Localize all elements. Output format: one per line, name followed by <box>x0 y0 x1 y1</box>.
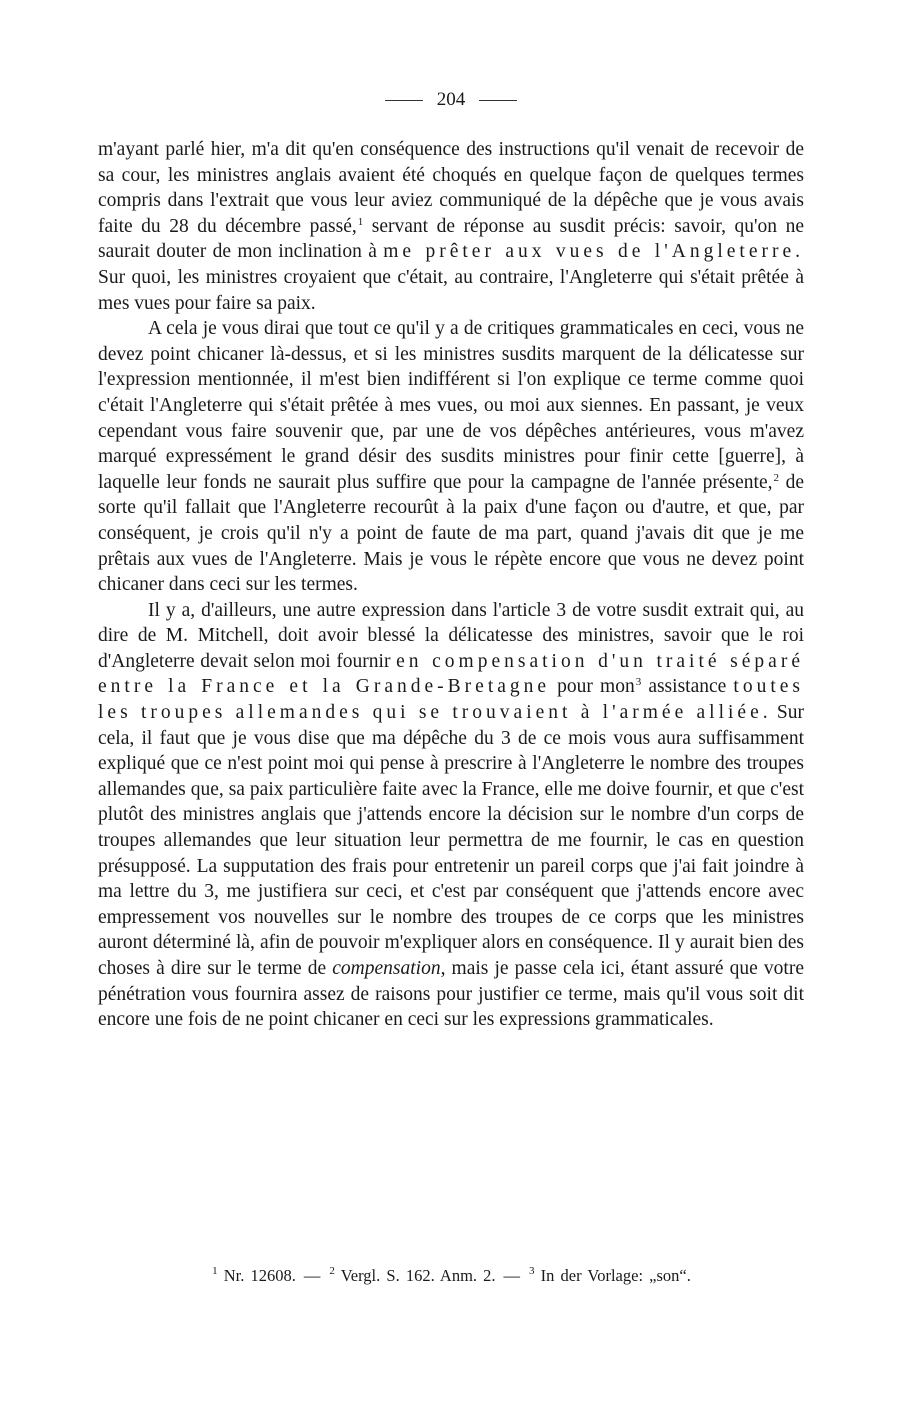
text-run: assistance <box>641 676 734 698</box>
footnote-text: Vergl. S. 162. Anm. 2. <box>334 1266 496 1285</box>
header-rule-left <box>385 100 423 101</box>
footnote-reference: 1 <box>357 215 364 228</box>
footnote-mark: 3 <box>529 1265 535 1277</box>
page-header <box>98 88 804 112</box>
text-run: , mais je passe cela ici, étant assuré que votre pénétration vous fournira assez de raisons pour justifier ce terme, mais qu'il vous soit dit encore une fois de ne point chicaner en ceci sur les expressions grammaticales. <box>98 958 804 1031</box>
footnote <box>328 1266 495 1285</box>
footnote-mark: 2 <box>329 1265 335 1277</box>
header-rule-right <box>479 100 517 101</box>
text-run: m'ayant parlé hier, m'a dit qu'en conséquence des instructions qu'il venait de recevoir de sa cour, les ministres anglais avaient été choqués en quelque façon de quelques termes compris dans l'extrait que vous leur aviez communiqué de la dépêche que je vous avais faite du 28 du décembre passé, <box>98 139 804 237</box>
text-run: Sur quoi, les ministres croyaient que c'était, au contraire, l'Angleterre qui s'était prêtée à mes vues pour faire sa paix. <box>98 266 804 314</box>
paragraph <box>98 598 804 1033</box>
footnote-reference: 2 <box>773 471 779 484</box>
footnote-separator: — <box>303 1266 321 1285</box>
text-run: servant de réponse au susdit précis: savoir, qu'on ne saurait douter de mon inclination à <box>98 215 804 263</box>
body-text <box>98 137 804 1033</box>
paragraph <box>98 137 804 316</box>
footnote-reference: 3 <box>635 676 642 689</box>
italic-emphasis: compensation <box>332 958 441 979</box>
footnote-mark: 1 <box>212 1265 218 1277</box>
spaced-emphasis: me prêter aux vues de l'Angleterre. <box>383 241 804 263</box>
footnote-separator: — <box>503 1266 521 1285</box>
footnotes <box>98 1265 804 1287</box>
footnote <box>528 1266 691 1285</box>
footnote-text: In der Vorlage: „son“. <box>534 1266 691 1285</box>
text-run: Sur cela, il faut que je vous dise que ma dépêche du 3 de ce mois vous aura suffisamment expliqué que ce n'est point moi qui pense à prescrire à l'Angleterre le nombre des troupes allemandes que, sa paix particulière faite avec la France, elle me doive fournir, et que c'est plutôt des ministres anglais que j'attends encore la décision sur le nombre d'un corps de troupes allemandes que leur situation leur permettra de me fournir, le cas en question présupposé. La supputation des frais pour entretenir un pareil corps que j'ai fait joindre à ma lettre du 3, me justifiera sur ceci, et c'est par conséquent que j'attends encore avec empressement vos nouvelles sur le nombre des troupes de ce corps que les ministres auront déterminé là, afin de pouvoir m'expliquer alors en conséquence. Il y aurait bien des choses à dire sur le terme de <box>98 702 804 979</box>
page-number: 204 <box>436 89 466 110</box>
text-run: pour mon <box>550 676 635 698</box>
text-run: de sorte qu'il fallait que l'Angleterre recourût à la paix d'une façon ou d'autre, et que, par conséquent, je crois qu'il n'y a point de faute de ma part, quand j'avais dit que je me prêtais aux vues de l'Angleterre. Mais je vous le répète encore que vous ne devez point chicaner dans ceci sur les termes. <box>98 471 805 596</box>
spaced-emphasis: toutes les troupes allemandes qui se trouvaient à l'armée alliée. <box>98 676 804 724</box>
footnote-text: Nr. 12608. <box>217 1266 296 1285</box>
footnote <box>211 1266 296 1285</box>
text-run: Il y a, d'ailleurs, une autre expression dans l'article 3 de votre susdit extrait qui, au dire de M. Mitchell, doit avoir blessé la délicatesse des ministres, savoir que le roi d'Angleterre devait selon moi fournir <box>98 599 804 672</box>
paragraph <box>98 316 804 598</box>
spaced-emphasis: en compensation d'un traité séparé entre la France et la Grande-Bretagne <box>98 650 804 698</box>
text-run: A cela je vous dirai que tout ce qu'il y a de critiques grammaticales en ceci, vous ne devez point chicaner là-dessus, et si les ministres susdits marquent de la délicatesse sur l'expression mentionnée, il m'est bien indifférent si l'on explique ce terme comme quoi c'était l'Angleterre qui s'était prêtée à mes vues, ou moi aux siennes. En passant, je veux cependant vous faire souvenir que, par une de vos dépêches antérieures, vous m'avez marqué expressément le grand désir des susdits ministres pour finir cette [guerre], à laquelle leur fonds ne saurait plus suffire que pour la campagne de l'année présente, <box>98 318 804 493</box>
